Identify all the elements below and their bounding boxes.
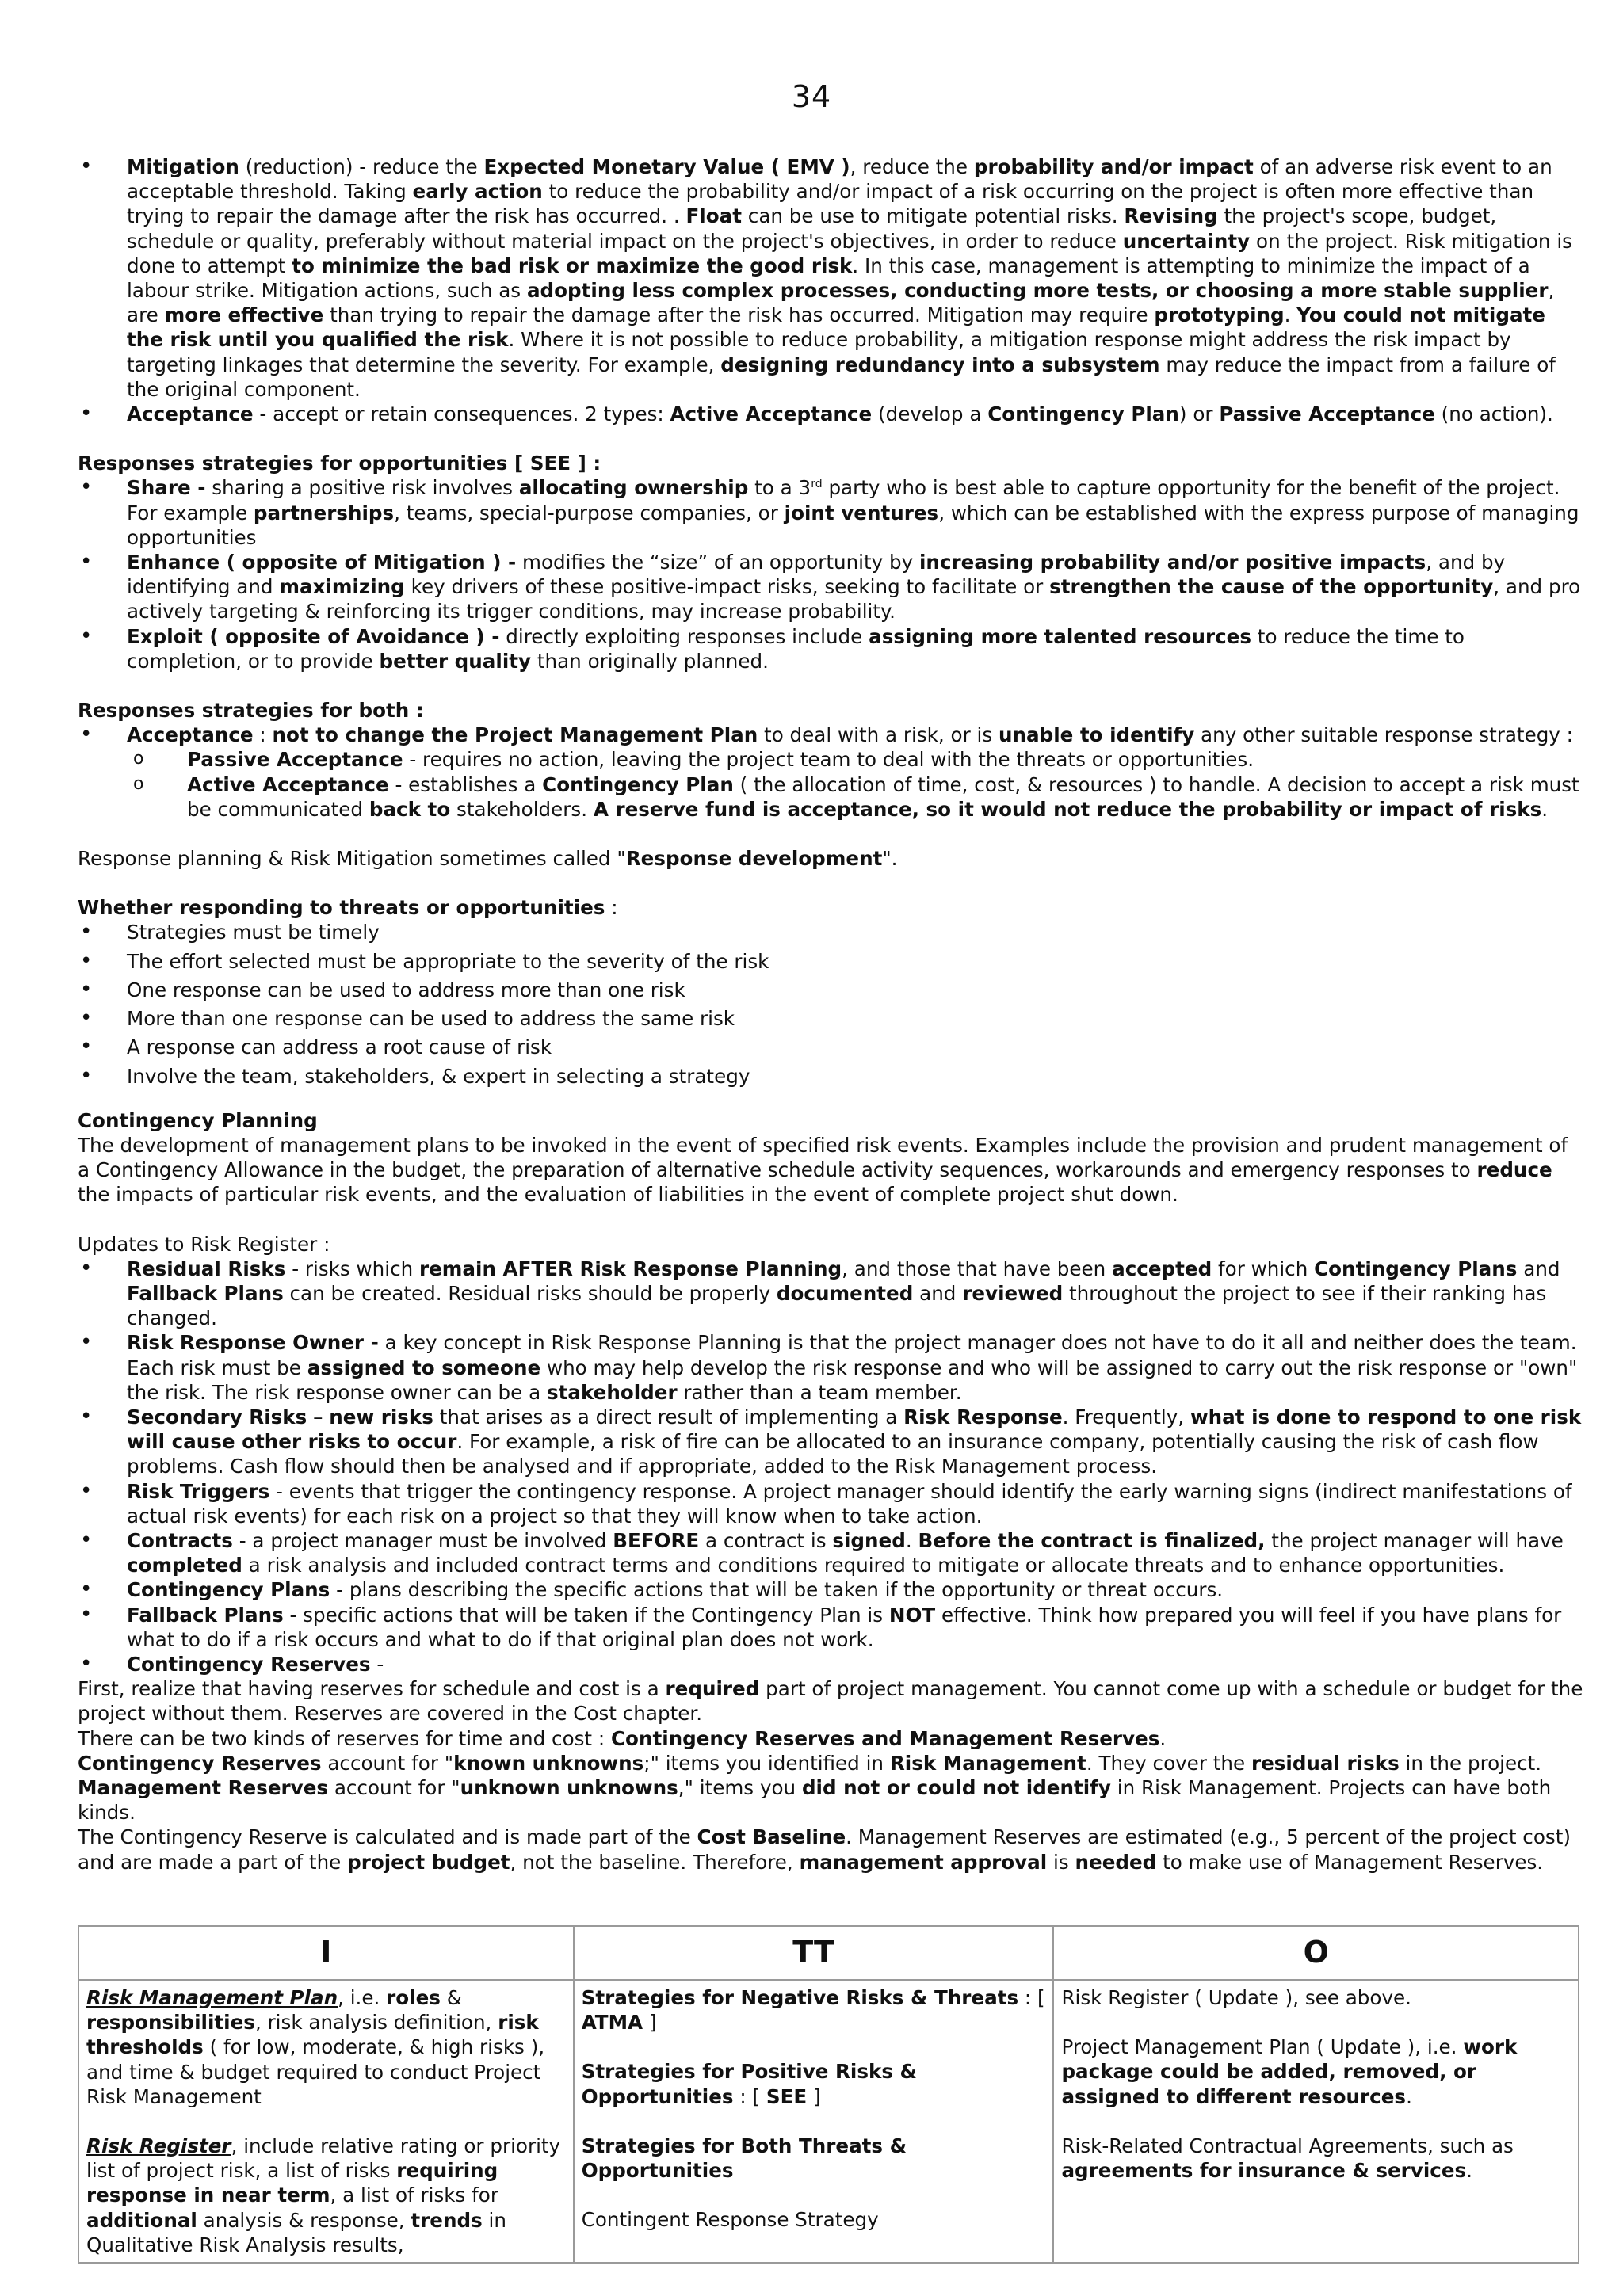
updates-heading: Updates to Risk Register : [78,1232,330,1256]
contingency-planning-heading: Contingency Planning [78,1108,318,1132]
mitigation-item: • Mitigation (reduction) - reduce the Expected Monetary Value ( EMV ), reduce the probability and/or impact of an adverse risk event to an acceptable threshold. Taking early action to reduce the probability and/or impact of a risk occurring on the project is often more effective than trying to repair the damage after the risk has occurred. . Float can be use to mitigate potential risks. Revising the project's scope, budget, schedule or quality, preferably without material impact on the project's objectives, in order to reduce uncertainty on the project. Risk mitigation is done to attempt to minimize the bad risk or maximize the good risk. In this case, management is attempting to minimize the impact of a labour strike. Mitigation actions, such as adopting less complex processes, conducting more tests, or choosing a more stable supplier, are more effective than trying to repair the damage after the risk has occurred. Mitigation may require prototyping. You could not mitigate the risk until you qualified the risk. Where it is not possible to reduce probability, a mitigation response might address the risk impact by targeting linkages that determine the severity. For example, designing redundancy into a subsystem may reduce the impact from a failure of the original component. [78,154,1583,402]
acceptance-both-item: • Acceptance : not to change the Project Management Plan to deal with a risk, or is unable to identify any other suitable response strategy : [78,723,1583,747]
exploit-item: • Exploit ( opposite of Avoidance ) - directly exploiting responses include assigning more talented resources to reduce the time to completion, or to provide better quality than originally planned. [78,624,1583,673]
table-row [78,1980,1579,2263]
positive-strategies-text: Strategies for Positive Risks & Opportunities : [ SEE ] [581,2060,917,2108]
strategies-list-threats [78,154,1583,426]
table-header-inputs: I [78,1926,574,1980]
residual-risks-item: • Residual Risks - risks which remain AFTER Risk Response Planning, and those that have been accepted for which Contingency Plans and Fallback Plans can be created. Residual risks should be properly documented and reviewed throughout the project to see if their ranking has changed. [78,1257,1583,1331]
risk-register-text: Risk Register, include relative rating or priority list of project risk, a list of risks requiring response in near term, a list of risks for additional analysis & response, trends in Qualitative Risk Analysis results, [86,2134,561,2256]
acceptance-item: • Acceptance - accept or retain consequences. 2 types: Active Acceptance (develop a Contingency Plan) or Passive Acceptance (no action). [78,402,1583,426]
list-item: • The effort selected must be appropriate to the severity of the risk [78,949,1583,974]
list-item: • Involve the team, stakeholders, & expert in selecting a strategy [78,1064,1583,1089]
risk-triggers-item: • Risk Triggers - events that trigger the contingency response. A project manager should identify the early warning signs (indirect manifestations of actual risk events) for each risk on a project so that they will know when to take action. [78,1479,1583,1528]
contingent-strategy-text: Contingent Response Strategy [581,2208,879,2232]
whether-list [78,920,1583,1088]
strategies-list-opportunities [78,475,1583,673]
itto-table [78,1925,1579,2264]
inputs-cell [78,1980,574,2263]
page-number: 34 [791,79,832,114]
both-strategies-text: Strategies for Both Threats & Opportunities [581,2134,907,2183]
updates-list [78,1257,1583,1676]
enhance-item: • Enhance ( opposite of Mitigation ) - modifies the “size” of an opportunity by increasing probability and/or positive impacts, and by identifying and maximizing key drivers of these positive-impact risks, seeking to facilitate or strengthen the cause of the opportunity, and pro actively targeting & reinforcing its trigger conditions, may increase probability. [78,550,1583,624]
acceptance-sublist [78,747,1583,822]
contingency-reserves-item: • Contingency Reserves - [78,1652,1583,1676]
secondary-risks-item: • Secondary Risks – new risks that arises as a direct result of implementing a Risk Response. Frequently, what is done to respond to one risk will cause other risks to occur. For example, a risk of fire can be allocated to an insurance company, potentially causing the risk of cash flow problems. Cash flow should then be analysed and if appropriate, added to the Risk Management process. [78,1405,1583,1479]
pm-plan-update-text: Project Management Plan ( Update ), i.e. work package could be added, removed, or assigned to different resources. [1061,2035,1518,2108]
both-heading: Responses strategies for both : [78,699,424,723]
contracts-item: • Contracts - a project manager must be involved BEFORE a contract is signed. Before the contract is finalized, the project manager will have completed a risk analysis and included contract terms and conditions required to mitigate or allocate threats and to enhance opportunities. [78,1528,1583,1577]
passive-acceptance-item: o Passive Acceptance - requires no action, leaving the project team to deal with the threats or opportunities. [127,747,1583,772]
list-item: • More than one response can be used to address the same risk [78,1006,1583,1031]
outputs-cell [1053,1980,1579,2263]
share-item: • Share - sharing a positive risk involves allocating ownership to a 3rd party who is best able to capture opportunity for the benefit of the project. For example partnerships, teams, special-purpose companies, or joint ventures, which can be established with the express purpose of managing opportunities [78,475,1583,550]
risk-management-plan-text: Risk Management Plan, i.e. roles & responsibilities, risk analysis definition, risk thresholds ( for low, moderate, & high risks ), and time & budget required to conduct Project Risk Management [86,1986,545,2108]
risk-register-update-text: Risk Register ( Update ), see above. [1061,1986,1411,2009]
active-acceptance-item: o Active Acceptance - establishes a Contingency Plan ( the allocation of time, cost, & resources ) to handle. A decision to accept a risk must be communicated back to stakeholders. A reserve fund is acceptance, so it would not reduce the probability or impact of risks. [127,772,1583,822]
table-header-row [78,1926,1579,1980]
tools-cell [574,1980,1054,2263]
whether-heading: Whether responding to threats or opportunities : [78,896,618,920]
page-body [78,75,1583,1875]
contractual-agreements-text: Risk-Related Contractual Agreements, such as agreements for insurance & services. [1061,2134,1514,2183]
fallback-plans-item: • Fallback Plans - specific actions that will be taken if the Contingency Plan is NOT effective. Think how prepared you will feel if you have plans for what to do if a risk occurs and what to do if that original plan does not work. [78,1603,1583,1652]
opportunities-heading: Responses strategies for opportunities [ SEE ] : [78,452,601,475]
negative-strategies-text: Strategies for Negative Risks & Threats : [ ATMA ] [581,1986,1045,2035]
list-item: • Strategies must be timely [78,920,1583,944]
table-header-tools: TT [574,1926,1054,1980]
table-header-outputs: O [1053,1926,1579,1980]
response-development-text: Response planning & Risk Mitigation sometimes called "Response development". [78,847,898,871]
risk-response-owner-item: • Risk Response Owner - a key concept in Risk Response Planning is that the project manager does not have to do it all and neither does the team. Each risk must be assigned to someone who may help develop the risk response and who will be assigned to carry out the risk response or "own" the risk. The risk response owner can be a stakeholder rather than a team member. [78,1330,1583,1405]
contingency-plans-item: • Contingency Plans - plans describing the specific actions that will be taken if the opportunity or threat occurs. [78,1577,1583,1602]
list-item: • One response can be used to address more than one risk [78,978,1583,1002]
strategies-list-both [78,723,1583,747]
contingency-planning-text: The development of management plans to be invoked in the event of specified risk events. Examples include the provision and prudent management of a Contingency Allowance in the budget, the preparation of alternative schedule activity sequences, workarounds and emergency responses to reduce the impacts of particular risk events, and the evaluation of liabilities in the event of complete project shut down. [78,1133,1568,1207]
list-item: • A response can address a root cause of risk [78,1035,1583,1059]
reserves-paragraph: First, realize that having reserves for schedule and cost is a required part of project management. You cannot come up with a schedule or budget for the project without them. Reserves are covered in the Cost chapter. There can be two kinds of reserves for time and cost : Contingency Reserves and Management Reserves. Contingency Reserves account for "known unknowns;" items you identified in Risk Management. They cover the residual risks in the project. Management Reserves account for "unknown unknowns," items you did not or could not identify in Risk Management. Projects can have both kinds. The Contingency Reserve is calculated and is made part of the Cost Baseline. Management Reserves are estimated (e.g., 5 percent of the project cost) and are made a part of the project budget, not the baseline. Therefore, management approval is needed to make use of Management Reserves. [78,1677,1583,1874]
